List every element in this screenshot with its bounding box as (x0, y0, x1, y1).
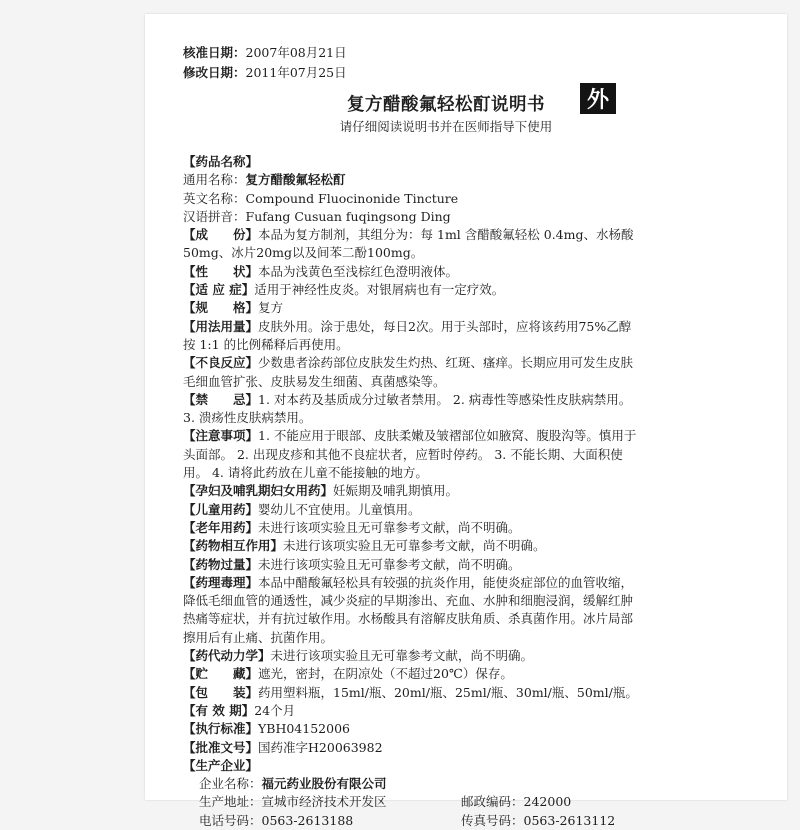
pharmacology-heading: 【药理毒理】 (183, 574, 259, 590)
usage-text: 皮肤外用。涂于患处，每日2次。用于头部时，应将该药用75%乙醇按 1:1 的比例稀释后再使用。 (183, 318, 632, 352)
revision-date-label: 修改日期： (183, 65, 246, 80)
section-adverse (183, 354, 638, 391)
document-title: 复方醋酸氟轻松酊说明书 (347, 95, 545, 115)
composition-text: 本品为复方制剂，其组分为：每 1ml 含醋酸氟轻松 0.4mg、水杨酸 50mg、冰片20mg以及间苯二酚100mg。 (183, 227, 634, 261)
revision-date-value: 2011年07月25日 (245, 65, 347, 80)
contra-heading: 【禁 忌】 (183, 391, 259, 407)
section-usage (183, 318, 638, 355)
standard-heading: 【执行标准】 (183, 721, 259, 737)
approval-date-value: 2007年08月21日 (245, 45, 347, 60)
appearance-heading: 【性 状】 (183, 263, 259, 279)
postcode-label: 邮政编码： (461, 794, 524, 810)
company-value: 福元药业股份有限公司 (261, 776, 387, 792)
children-heading: 【儿童用药】 (183, 501, 259, 517)
phone-label: 电话号码： (199, 812, 262, 828)
section-pharmacokinetics (183, 647, 638, 665)
section-indication (183, 281, 638, 299)
phone-value: 0563-2613188 (261, 812, 354, 828)
english-name-label: 英文名称： (183, 190, 246, 206)
document-subtitle: 请仔细阅读说明书并在医师指导下使用 (339, 119, 553, 134)
english-name-row (183, 190, 638, 208)
approval-number-text: 国药准字H20063982 (258, 739, 383, 755)
revision-date-row (183, 63, 347, 83)
generic-name-label: 通用名称： (183, 172, 246, 188)
fax-cell (461, 812, 615, 830)
overdose-text: 未进行该项实验且无可靠参考文献，尚不明确。 (258, 556, 521, 572)
section-cautions (183, 427, 638, 482)
fax-label: 传真号码： (461, 812, 524, 828)
phone-row (183, 812, 638, 830)
section-validity (183, 702, 638, 720)
pregnancy-heading: 【孕妇及哺乳期妇女用药】 (183, 483, 334, 499)
dates-block (183, 43, 347, 83)
leaflet-content (183, 153, 638, 830)
package-heading: 【包 装】 (183, 684, 259, 700)
section-spec (183, 299, 638, 317)
children-text: 婴幼儿不宜使用。儿童慎用。 (258, 501, 421, 517)
validity-heading: 【有 效 期】 (183, 702, 255, 718)
external-use-badge: 外 (580, 83, 616, 114)
address-value: 宣城市经济技术开发区 (261, 794, 387, 810)
standard-text: YBH04152006 (258, 721, 350, 737)
section-storage (183, 665, 638, 683)
section-drug-name (183, 153, 638, 171)
postcode-cell (461, 793, 571, 811)
section-approval-number (183, 739, 638, 757)
indication-text: 适用于神经性皮炎。对银屑病也有一定疗效。 (254, 282, 505, 298)
appearance-text: 本品为浅黄色至浅棕红色澄明液体。 (258, 263, 459, 279)
pinyin-label: 汉语拼音： (183, 208, 246, 224)
caution-heading: 【注意事项】 (183, 428, 259, 444)
section-standard (183, 720, 638, 738)
pregnancy-text: 妊娠期及哺乳期慎用。 (333, 483, 459, 499)
approval-date-label: 核准日期： (183, 45, 246, 60)
caution-text: 1. 不能应用于眼部、皮肤柔嫩及皱褶部位如腋窝、腹股沟等。慎用于头面部。 2. 出现皮疹和其他不良症状者，应暂时停药。 3. 不能长期、大面积使用。 4. 请将此药放在儿童不能接触的地方。 (183, 428, 637, 481)
pinyin-value: Fufang Cusuan fuqingsong Ding (245, 208, 451, 224)
address-row (183, 793, 638, 811)
phone-cell (199, 812, 461, 830)
validity-text: 24个月 (254, 702, 296, 718)
contra-text: 1. 对本药及基质成分过敏者禁用。 2. 病毒性等感染性皮肤病禁用。 3. 溃疡性皮肤病禁用。 (183, 391, 632, 426)
section-pregnancy (183, 482, 638, 500)
usage-heading: 【用法用量】 (183, 318, 259, 334)
pharmacology-text: 本品中醋酸氟轻松具有较强的抗炎作用，能使炎症部位的血管收缩，降低毛细血管的通透性，减少炎症的早期渗出、充血、水肿和细胞浸润，缓解红肿热痛等症状，并有抗过敏作用。水杨酸具有溶解皮肤角质、杀真菌作用。冰片局部擦用后有止痛、抗菌作用。 (183, 574, 634, 645)
elderly-heading: 【老年用药】 (183, 519, 259, 535)
company-row (183, 775, 638, 793)
indication-heading: 【适 应 症】 (183, 282, 255, 298)
section-appearance (183, 263, 638, 281)
section-pharmacology (183, 574, 638, 647)
generic-name-row (183, 171, 638, 189)
postcode-value: 242000 (523, 794, 572, 810)
storage-text: 遮光，密封，在阴凉处（不超过20℃）保存。 (258, 666, 513, 682)
section-manufacturer (183, 757, 638, 775)
interaction-text: 未进行该项实验且无可靠参考文献，尚不明确。 (283, 538, 546, 554)
package-text: 药用塑料瓶，15ml/瓶、20ml/瓶、25ml/瓶、30ml/瓶、50ml/瓶。 (258, 684, 638, 700)
approval-number-heading: 【批准文号】 (183, 739, 259, 755)
section-elderly (183, 519, 638, 537)
elderly-text: 未进行该项实验且无可靠参考文献，尚不明确。 (258, 519, 521, 535)
section-interaction (183, 537, 638, 555)
storage-heading: 【贮 藏】 (183, 666, 259, 682)
drug-name-heading: 【药品名称】 (183, 154, 259, 169)
section-overdose (183, 556, 638, 574)
approval-date-row (183, 43, 347, 63)
spec-text: 复方 (258, 300, 284, 316)
pk-text: 未进行该项实验且无可靠参考文献，尚不明确。 (270, 648, 534, 664)
pk-heading: 【药代动力学】 (183, 648, 271, 664)
adverse-text: 少数患者涂药部位皮肤发生灼热、红斑、瘙痒。长期应用可发生皮肤毛细血管扩张、皮肤易发生细菌、真菌感染等。 (183, 355, 634, 389)
section-composition (183, 226, 638, 263)
address-cell (199, 793, 461, 811)
adverse-heading: 【不良反应】 (183, 355, 259, 371)
manufacturer-heading: 【生产企业】 (183, 757, 259, 773)
composition-heading: 【成 份】 (183, 227, 259, 243)
overdose-heading: 【药物过量】 (183, 556, 259, 572)
address-label: 生产地址： (199, 794, 262, 810)
generic-name-value: 复方醋酸氟轻松酊 (245, 172, 346, 188)
english-name-value: Compound Fluocinonide Tincture (245, 190, 459, 206)
spec-heading: 【规 格】 (183, 300, 259, 316)
fax-value: 0563-2613112 (523, 812, 616, 828)
company-label: 企业名称： (199, 776, 262, 792)
section-children (183, 501, 638, 519)
section-contraindications (183, 391, 638, 428)
interaction-heading: 【药物相互作用】 (183, 538, 284, 554)
pinyin-row (183, 208, 638, 226)
section-package (183, 684, 638, 702)
